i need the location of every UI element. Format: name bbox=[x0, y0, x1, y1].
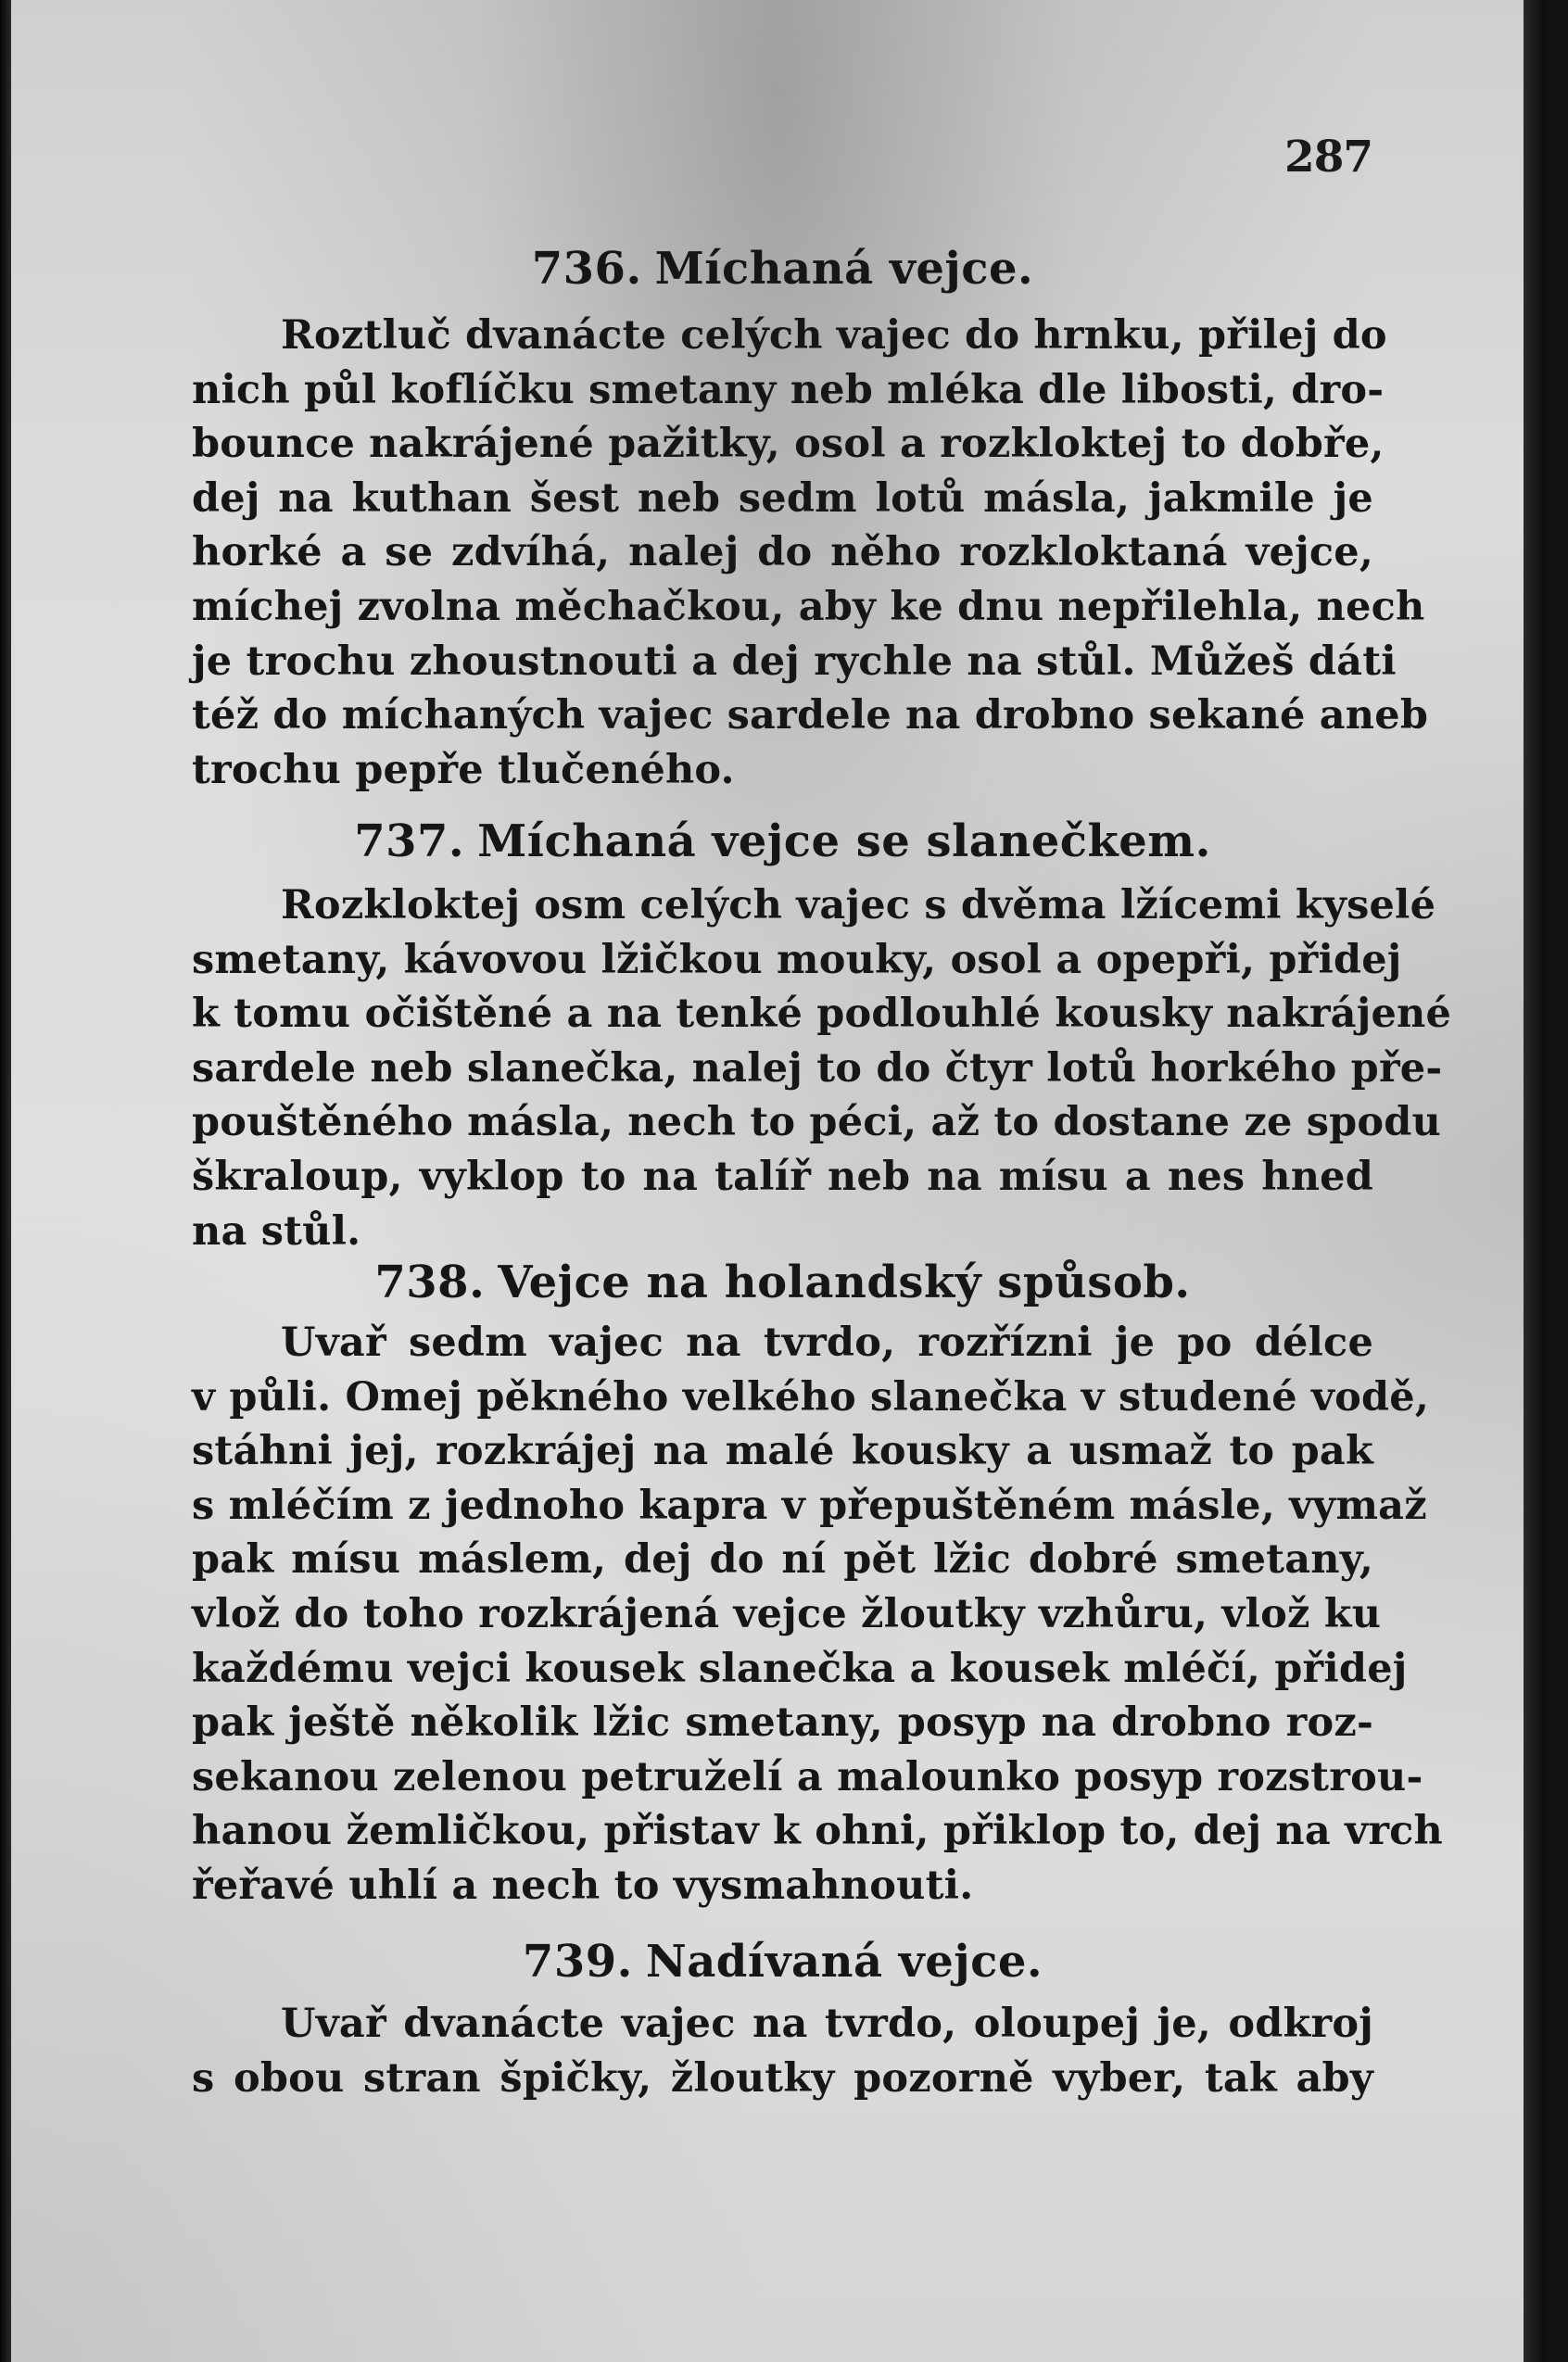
section-number: 738. bbox=[374, 1257, 486, 1308]
text-line: trochu pepře tlučeného. bbox=[192, 746, 735, 793]
text-line: je trochu zhoustnouti a dej rychle na stůl. Můžeš dáti bbox=[192, 638, 1397, 685]
text-line: pak ještě několik lžic smetany, posyp na drobno roz- bbox=[192, 1699, 1373, 1747]
text-line: k tomu očištěné a na tenké podlouhlé kousky nakrájené bbox=[192, 991, 1452, 1038]
section-number: 736. bbox=[531, 243, 642, 295]
text-line: dej na kuthan šest neb sedm lotů másla, jakmile je bbox=[192, 474, 1373, 522]
text-line: horké a se zdvíhá, nalej do něho rozkloktaná vejce, bbox=[192, 529, 1373, 576]
text-line: nich půl koflíčku smetany neb mléka dle libosti, dro- bbox=[192, 366, 1385, 413]
text-line: hanou žemličkou, přistav k ohni, přiklop to, dej na vrch bbox=[192, 1808, 1444, 1855]
text-line: též do míchaných vajec sardele na drobno sekané aneb bbox=[192, 692, 1429, 739]
page-number: 287 bbox=[1284, 132, 1373, 183]
text-line: sekanou zelenou petruželí a malounko posyp rozstrou- bbox=[192, 1753, 1423, 1800]
section-number: 737. bbox=[354, 815, 465, 867]
section-title: Nadívaná vejce. bbox=[645, 1936, 1043, 1988]
text-line: sardele neb slanečka, nalej to do čtyr lotů horkého pře- bbox=[192, 1044, 1443, 1092]
text-line: Uvař sedm vajec na tvrdo, rozřízni je po délce bbox=[281, 1320, 1373, 1366]
text-line: Uvař dvanácte vajec na tvrdo, oloupej je, odkroj bbox=[281, 2001, 1373, 2047]
section-title: Míchaná vejce. bbox=[654, 243, 1034, 295]
text-line: smetany, kávovou lžičkou mouky, osol a opepři, přidej bbox=[192, 936, 1402, 983]
section-body-738 bbox=[192, 1316, 1444, 1914]
section-heading-738 bbox=[192, 1255, 1373, 1310]
text-line: Rozkloktej osm celých vajec s dvěma lžícemi kyselé bbox=[281, 882, 1436, 928]
section-heading-737 bbox=[192, 814, 1373, 869]
page-right-edge bbox=[1524, 0, 1546, 2362]
section-title: Míchaná vejce se slanečkem. bbox=[477, 815, 1211, 867]
text-line: stáhni jej, rozkrájej na malé kousky a usmaž to pak bbox=[192, 1428, 1373, 1475]
book-page bbox=[11, 0, 1546, 2362]
text-line: na stůl. bbox=[192, 1207, 361, 1255]
text-line: škraloup, vyklop to na talíř neb na mísu a nes hned bbox=[192, 1153, 1373, 1200]
text-line: Roztluč dvanácte celých vajec do hrnku, přilej do bbox=[281, 312, 1387, 359]
text-line: s obou stran špičky, žloutky pozorně vyber, tak aby bbox=[192, 2054, 1373, 2102]
section-heading-739 bbox=[192, 1934, 1373, 1989]
section-heading-736 bbox=[192, 241, 1373, 297]
book-spine-edge bbox=[0, 0, 11, 2362]
text-line: pak mísu máslem, dej do ní pět lžic dobré smetany, bbox=[192, 1536, 1373, 1584]
section-body-736 bbox=[192, 309, 1429, 797]
text-line: v půli. Omej pěkného velkého slanečka v studené vodě, bbox=[192, 1373, 1430, 1421]
text-line: vlož do toho rozkrájená vejce žloutky vzhůru, vlož ku bbox=[192, 1590, 1382, 1637]
text-line: bounce nakrájené pažitky, osol a rozkloktej to dobře, bbox=[192, 421, 1385, 468]
section-title: Vejce na holandský spůsob. bbox=[498, 1257, 1191, 1308]
section-body-737 bbox=[192, 878, 1452, 1258]
section-number: 739. bbox=[522, 1936, 633, 1988]
section-body-739 bbox=[192, 1997, 1373, 2105]
text-line: s mléčím z jednoho kapra v přepuštěném másle, vymaž bbox=[192, 1482, 1427, 1529]
text-line: míchej zvolna měchačkou, aby ke dnu nepřilehla, nech bbox=[192, 583, 1425, 630]
text-line: každému vejci kousek slanečka a kousek mléčí, přidej bbox=[192, 1645, 1408, 1692]
text-line: řeřavé uhlí a nech to vysmahnouti. bbox=[192, 1862, 974, 1909]
text-line: pouštěného másla, nech to péci, až to dostane ze spodu bbox=[192, 1099, 1441, 1146]
